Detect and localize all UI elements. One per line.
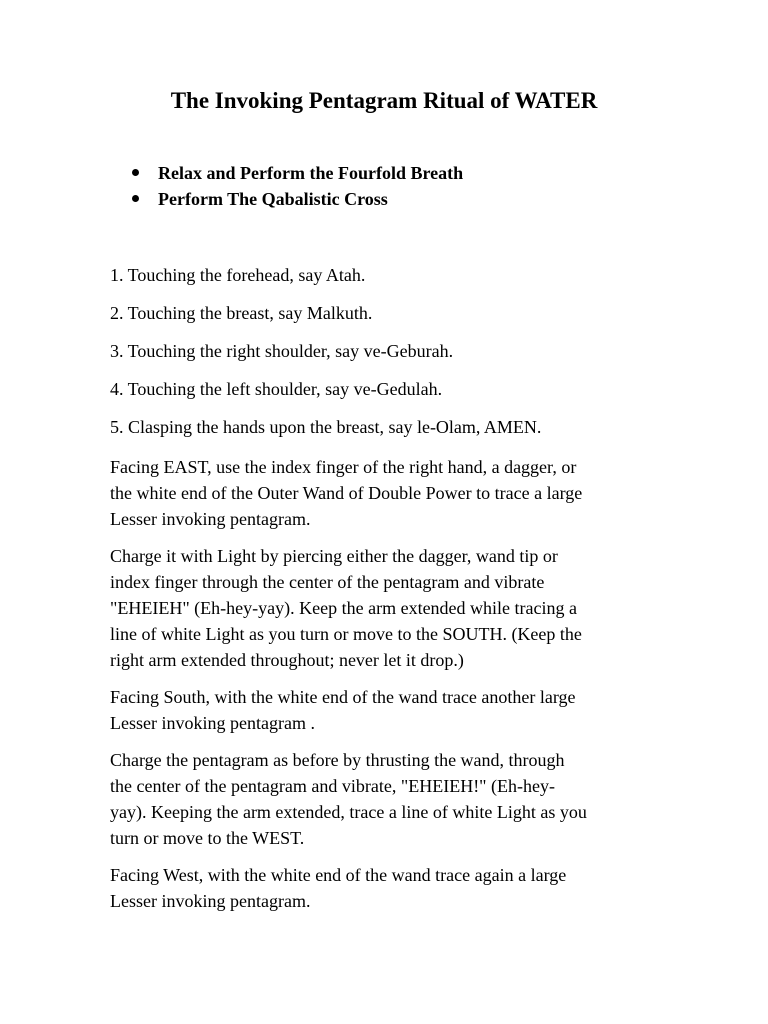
text-line: the white end of the Outer Wand of Double Power to trace a large bbox=[110, 483, 583, 503]
text-line: Facing South, with the white end of the wand trace another large bbox=[110, 687, 576, 707]
paragraph-facing-east bbox=[110, 454, 670, 532]
text-line: Lesser invoking pentagram. bbox=[110, 891, 311, 911]
step-3: 3. Touching the right shoulder, say ve-Geburah. bbox=[110, 341, 454, 361]
text-line: Facing West, with the white end of the wand trace again a large bbox=[110, 865, 567, 885]
text-line: Charge the pentagram as before by thrusting the wand, through bbox=[110, 750, 565, 770]
step-1: 1. Touching the forehead, say Atah. bbox=[110, 265, 366, 285]
bullet-list bbox=[132, 160, 463, 212]
paragraph-charge-east bbox=[110, 543, 670, 673]
numbered-steps bbox=[110, 262, 670, 452]
paragraph-facing-west bbox=[110, 862, 670, 914]
bullet-item bbox=[132, 186, 463, 212]
step-2: 2. Touching the breast, say Malkuth. bbox=[110, 303, 373, 323]
paragraph-facing-south bbox=[110, 684, 670, 736]
body-text bbox=[110, 454, 670, 925]
bullet-text: Relax and Perform the Fourfold Breath bbox=[158, 163, 464, 183]
step-4: 4. Touching the left shoulder, say ve-Gedulah. bbox=[110, 379, 443, 399]
text-line: index finger through the center of the pentagram and vibrate bbox=[110, 572, 545, 592]
text-line: yay). Keeping the arm extended, trace a line of white Light as you bbox=[110, 802, 587, 822]
step-5: 5. Clasping the hands upon the breast, say le-Olam, AMEN. bbox=[110, 417, 542, 437]
bullet-text: Perform The Qabalistic Cross bbox=[158, 189, 388, 209]
text-line: "EHEIEH" (Eh-hey-yay). Keep the arm extended while tracing a bbox=[110, 598, 577, 618]
text-line: Charge it with Light by piercing either the dagger, wand tip or bbox=[110, 546, 558, 566]
text-line: turn or move to the WEST. bbox=[110, 828, 305, 848]
bullet-icon bbox=[132, 169, 139, 176]
paragraph-charge-south bbox=[110, 747, 670, 851]
text-line: the center of the pentagram and vibrate, "EHEIEH!" (Eh-hey- bbox=[110, 776, 555, 796]
text-line: Lesser invoking pentagram. bbox=[110, 509, 311, 529]
bullet-item bbox=[132, 160, 463, 186]
text-line: right arm extended throughout; never let it drop.) bbox=[110, 650, 464, 670]
text-line: Lesser invoking pentagram . bbox=[110, 713, 315, 733]
text-line: line of white Light as you turn or move to the SOUTH. (Keep the bbox=[110, 624, 582, 644]
text-line: Facing EAST, use the index finger of the right hand, a dagger, or bbox=[110, 457, 577, 477]
page-title: The Invoking Pentagram Ritual of WATER bbox=[170, 88, 598, 113]
bullet-icon bbox=[132, 195, 139, 202]
